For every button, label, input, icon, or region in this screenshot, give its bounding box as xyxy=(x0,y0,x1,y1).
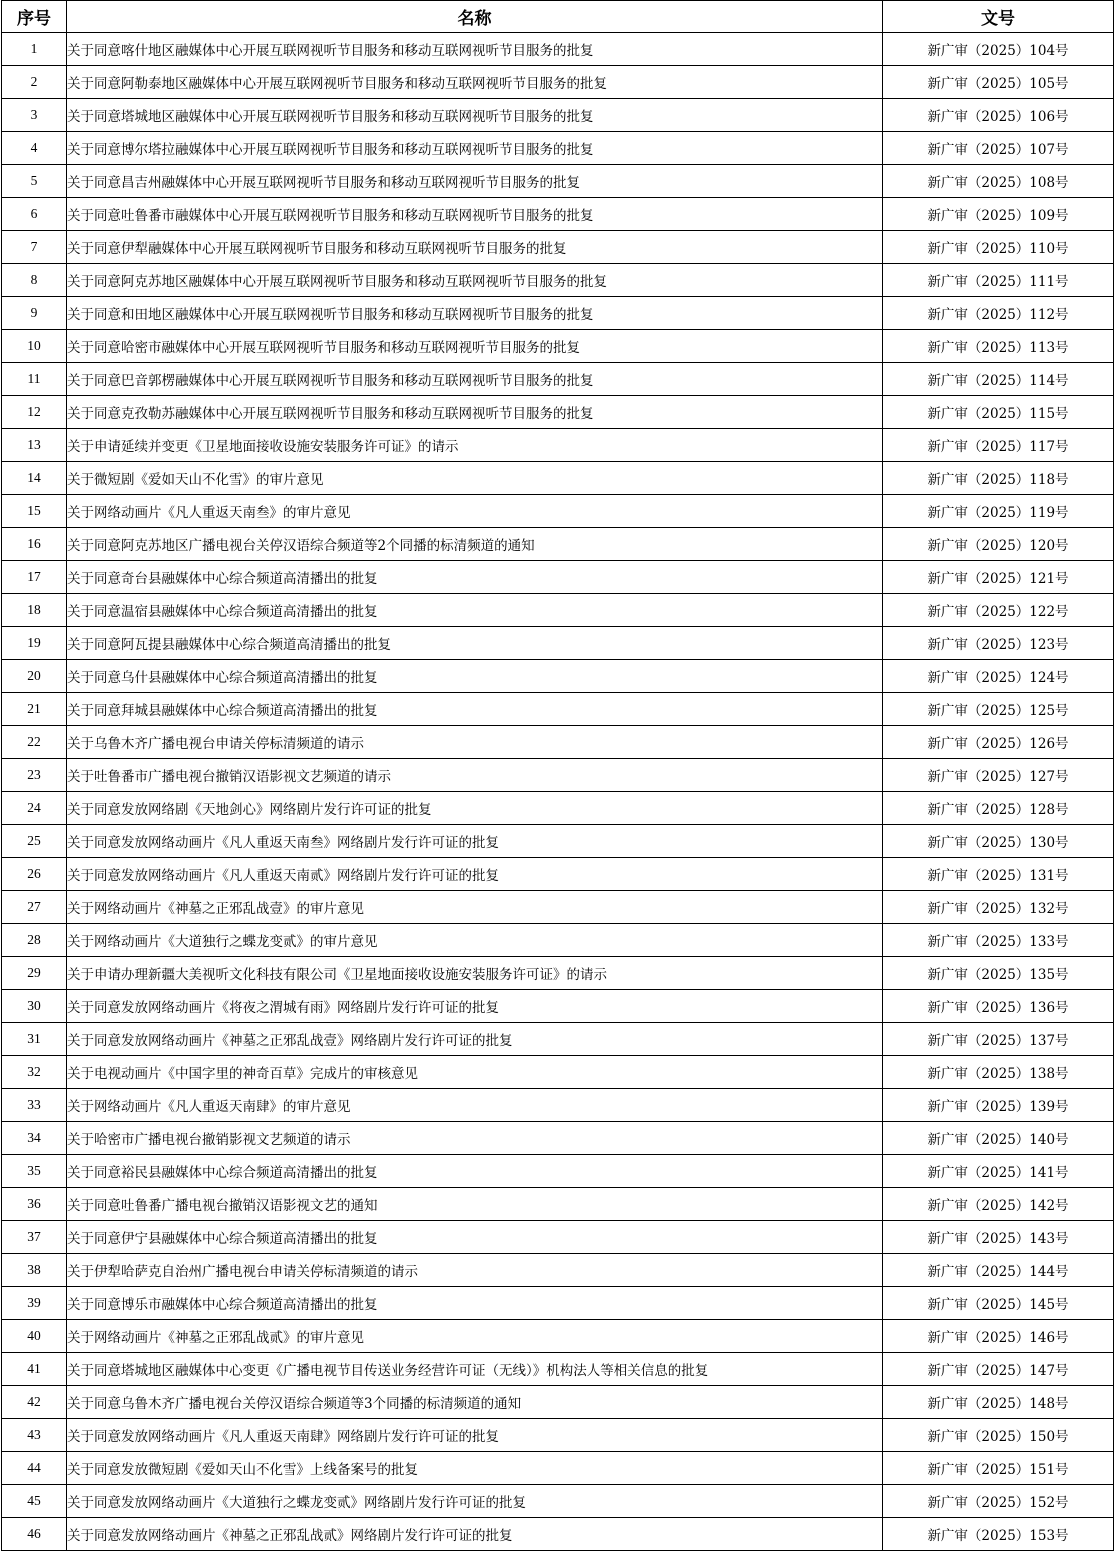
row-name: 关于同意哈密市融媒体中心开展互联网视听节目服务和移动互联网视听节目服务的批复 xyxy=(67,330,883,363)
row-doc-no: 新广审（2025）114号 xyxy=(883,363,1114,396)
row-name: 关于同意吐鲁番市融媒体中心开展互联网视听节目服务和移动互联网视听节目服务的批复 xyxy=(67,198,883,231)
header-seq: 序号 xyxy=(2,1,67,33)
row-seq: 7 xyxy=(2,231,67,264)
row-name: 关于网络动画片《神墓之正邪乱战壹》的审片意见 xyxy=(67,891,883,924)
row-doc-no: 新广审（2025）124号 xyxy=(883,660,1114,693)
table-row xyxy=(2,429,1114,462)
row-seq: 38 xyxy=(2,1254,67,1287)
table-header xyxy=(2,1,1114,33)
row-seq: 3 xyxy=(2,99,67,132)
row-name: 关于同意发放网络动画片《神墓之正邪乱战壹》网络剧片发行许可证的批复 xyxy=(67,1023,883,1056)
table-row xyxy=(2,1320,1114,1353)
row-name: 关于同意阿克苏地区广播电视台关停汉语综合频道等2个同播的标清频道的通知 xyxy=(67,528,883,561)
row-doc-no: 新广审（2025）141号 xyxy=(883,1155,1114,1188)
row-seq: 43 xyxy=(2,1419,67,1452)
row-seq: 45 xyxy=(2,1485,67,1518)
row-doc-no: 新广审（2025）122号 xyxy=(883,594,1114,627)
table-row xyxy=(2,792,1114,825)
row-seq: 10 xyxy=(2,330,67,363)
row-seq: 2 xyxy=(2,66,67,99)
row-seq: 28 xyxy=(2,924,67,957)
row-doc-no: 新广审（2025）131号 xyxy=(883,858,1114,891)
row-doc-no: 新广审（2025）113号 xyxy=(883,330,1114,363)
row-name: 关于伊犁哈萨克自治州广播电视台申请关停标清频道的请示 xyxy=(67,1254,883,1287)
row-name: 关于同意博尔塔拉融媒体中心开展互联网视听节目服务和移动互联网视听节目服务的批复 xyxy=(67,132,883,165)
row-seq: 20 xyxy=(2,660,67,693)
row-name: 关于吐鲁番市广播电视台撤销汉语影视文艺频道的请示 xyxy=(67,759,883,792)
table-row xyxy=(2,1221,1114,1254)
row-doc-no: 新广审（2025）125号 xyxy=(883,693,1114,726)
row-doc-no: 新广审（2025）144号 xyxy=(883,1254,1114,1287)
row-name: 关于网络动画片《凡人重返天南叁》的审片意见 xyxy=(67,495,883,528)
row-seq: 41 xyxy=(2,1353,67,1386)
table-row xyxy=(2,132,1114,165)
table-row xyxy=(2,660,1114,693)
row-seq: 21 xyxy=(2,693,67,726)
row-name: 关于同意发放网络动画片《凡人重返天南肆》网络剧片发行许可证的批复 xyxy=(67,1419,883,1452)
row-doc-no: 新广审（2025）121号 xyxy=(883,561,1114,594)
row-seq: 44 xyxy=(2,1452,67,1485)
row-seq: 34 xyxy=(2,1122,67,1155)
row-seq: 23 xyxy=(2,759,67,792)
row-doc-no: 新广审（2025）153号 xyxy=(883,1518,1114,1551)
row-name: 关于同意阿瓦提县融媒体中心综合频道高清播出的批复 xyxy=(67,627,883,660)
table-row xyxy=(2,66,1114,99)
row-name: 关于同意乌鲁木齐广播电视台关停汉语综合频道等3个同播的标清频道的通知 xyxy=(67,1386,883,1419)
table-body xyxy=(2,33,1114,1551)
row-name: 关于同意博乐市融媒体中心综合频道高清播出的批复 xyxy=(67,1287,883,1320)
row-name: 关于同意伊犁融媒体中心开展互联网视听节目服务和移动互联网视听节目服务的批复 xyxy=(67,231,883,264)
row-doc-no: 新广审（2025）130号 xyxy=(883,825,1114,858)
row-seq: 16 xyxy=(2,528,67,561)
row-name: 关于同意发放网络动画片《大道独行之蝶龙变贰》网络剧片发行许可证的批复 xyxy=(67,1485,883,1518)
row-name: 关于同意和田地区融媒体中心开展互联网视听节目服务和移动互联网视听节目服务的批复 xyxy=(67,297,883,330)
row-seq: 25 xyxy=(2,825,67,858)
row-doc-no: 新广审（2025）140号 xyxy=(883,1122,1114,1155)
row-doc-no: 新广审（2025）145号 xyxy=(883,1287,1114,1320)
row-doc-no: 新广审（2025）123号 xyxy=(883,627,1114,660)
table-row xyxy=(2,1122,1114,1155)
row-seq: 37 xyxy=(2,1221,67,1254)
table-row xyxy=(2,1155,1114,1188)
row-doc-no: 新广审（2025）104号 xyxy=(883,33,1114,66)
table-row xyxy=(2,396,1114,429)
row-doc-no: 新广审（2025）142号 xyxy=(883,1188,1114,1221)
row-seq: 12 xyxy=(2,396,67,429)
row-doc-no: 新广审（2025）132号 xyxy=(883,891,1114,924)
row-name: 关于同意昌吉州融媒体中心开展互联网视听节目服务和移动互联网视听节目服务的批复 xyxy=(67,165,883,198)
row-seq: 19 xyxy=(2,627,67,660)
row-name: 关于同意发放网络动画片《神墓之正邪乱战贰》网络剧片发行许可证的批复 xyxy=(67,1518,883,1551)
table-row xyxy=(2,759,1114,792)
table-row xyxy=(2,693,1114,726)
table-row xyxy=(2,924,1114,957)
row-seq: 5 xyxy=(2,165,67,198)
row-seq: 4 xyxy=(2,132,67,165)
row-seq: 1 xyxy=(2,33,67,66)
table-row xyxy=(2,1056,1114,1089)
row-name: 关于同意伊宁县融媒体中心综合频道高清播出的批复 xyxy=(67,1221,883,1254)
row-name: 关于网络动画片《神墓之正邪乱战贰》的审片意见 xyxy=(67,1320,883,1353)
row-seq: 13 xyxy=(2,429,67,462)
row-seq: 33 xyxy=(2,1089,67,1122)
row-seq: 6 xyxy=(2,198,67,231)
row-doc-no: 新广审（2025）126号 xyxy=(883,726,1114,759)
row-doc-no: 新广审（2025）118号 xyxy=(883,462,1114,495)
table-row xyxy=(2,594,1114,627)
row-name: 关于同意乌什县融媒体中心综合频道高清播出的批复 xyxy=(67,660,883,693)
row-doc-no: 新广审（2025）146号 xyxy=(883,1320,1114,1353)
row-name: 关于同意发放网络动画片《凡人重返天南叁》网络剧片发行许可证的批复 xyxy=(67,825,883,858)
row-name: 关于同意裕民县融媒体中心综合频道高清播出的批复 xyxy=(67,1155,883,1188)
table-row xyxy=(2,165,1114,198)
table-row xyxy=(2,1419,1114,1452)
row-name: 关于申请办理新疆大美视听文化科技有限公司《卫星地面接收设施安装服务许可证》的请示 xyxy=(67,957,883,990)
row-name: 关于网络动画片《凡人重返天南肆》的审片意见 xyxy=(67,1089,883,1122)
row-doc-no: 新广审（2025）138号 xyxy=(883,1056,1114,1089)
row-name: 关于同意塔城地区融媒体中心开展互联网视听节目服务和移动互联网视听节目服务的批复 xyxy=(67,99,883,132)
row-doc-no: 新广审（2025）139号 xyxy=(883,1089,1114,1122)
row-doc-no: 新广审（2025）151号 xyxy=(883,1452,1114,1485)
row-name: 关于同意克孜勒苏融媒体中心开展互联网视听节目服务和移动互联网视听节目服务的批复 xyxy=(67,396,883,429)
row-doc-no: 新广审（2025）136号 xyxy=(883,990,1114,1023)
table-row xyxy=(2,891,1114,924)
table-row xyxy=(2,957,1114,990)
document-table xyxy=(1,0,1114,1551)
row-doc-no: 新广审（2025）120号 xyxy=(883,528,1114,561)
row-name: 关于同意喀什地区融媒体中心开展互联网视听节目服务和移动互联网视听节目服务的批复 xyxy=(67,33,883,66)
row-name: 关于同意巴音郭楞融媒体中心开展互联网视听节目服务和移动互联网视听节目服务的批复 xyxy=(67,363,883,396)
row-name: 关于同意发放微短剧《爱如天山不化雪》上线备案号的批复 xyxy=(67,1452,883,1485)
row-doc-no: 新广审（2025）150号 xyxy=(883,1419,1114,1452)
row-seq: 27 xyxy=(2,891,67,924)
table-row xyxy=(2,363,1114,396)
row-name: 关于同意发放网络动画片《凡人重返天南贰》网络剧片发行许可证的批复 xyxy=(67,858,883,891)
row-name: 关于同意阿勒泰地区融媒体中心开展互联网视听节目服务和移动互联网视听节目服务的批复 xyxy=(67,66,883,99)
row-doc-no: 新广审（2025）128号 xyxy=(883,792,1114,825)
row-doc-no: 新广审（2025）143号 xyxy=(883,1221,1114,1254)
table-row xyxy=(2,297,1114,330)
row-seq: 18 xyxy=(2,594,67,627)
row-name: 关于同意塔城地区融媒体中心变更《广播电视节目传送业务经营许可证（无线）》机构法人等相关信息的批复 xyxy=(67,1353,883,1386)
row-seq: 14 xyxy=(2,462,67,495)
row-doc-no: 新广审（2025）111号 xyxy=(883,264,1114,297)
row-seq: 11 xyxy=(2,363,67,396)
row-seq: 26 xyxy=(2,858,67,891)
row-doc-no: 新广审（2025）105号 xyxy=(883,66,1114,99)
row-doc-no: 新广审（2025）109号 xyxy=(883,198,1114,231)
table-row xyxy=(2,1485,1114,1518)
row-seq: 42 xyxy=(2,1386,67,1419)
table-row xyxy=(2,561,1114,594)
row-seq: 31 xyxy=(2,1023,67,1056)
table-row xyxy=(2,264,1114,297)
table-row xyxy=(2,1287,1114,1320)
table-row xyxy=(2,1089,1114,1122)
row-doc-no: 新广审（2025）147号 xyxy=(883,1353,1114,1386)
row-seq: 15 xyxy=(2,495,67,528)
row-doc-no: 新广审（2025）106号 xyxy=(883,99,1114,132)
table-row xyxy=(2,1353,1114,1386)
row-seq: 40 xyxy=(2,1320,67,1353)
table-row xyxy=(2,1023,1114,1056)
table-row xyxy=(2,495,1114,528)
row-name: 关于网络动画片《大道独行之蝶龙变贰》的审片意见 xyxy=(67,924,883,957)
row-seq: 9 xyxy=(2,297,67,330)
row-name: 关于同意奇台县融媒体中心综合频道高清播出的批复 xyxy=(67,561,883,594)
table-row xyxy=(2,198,1114,231)
row-doc-no: 新广审（2025）115号 xyxy=(883,396,1114,429)
header-doc-no: 文号 xyxy=(883,1,1114,33)
row-doc-no: 新广审（2025）137号 xyxy=(883,1023,1114,1056)
row-doc-no: 新广审（2025）119号 xyxy=(883,495,1114,528)
table-row xyxy=(2,231,1114,264)
row-name: 关于同意阿克苏地区融媒体中心开展互联网视听节目服务和移动互联网视听节目服务的批复 xyxy=(67,264,883,297)
table-row xyxy=(2,858,1114,891)
table-row xyxy=(2,1452,1114,1485)
table-row xyxy=(2,1386,1114,1419)
table-row xyxy=(2,1518,1114,1551)
row-seq: 24 xyxy=(2,792,67,825)
row-name: 关于微短剧《爱如天山不化雪》的审片意见 xyxy=(67,462,883,495)
row-doc-no: 新广审（2025）133号 xyxy=(883,924,1114,957)
row-name: 关于同意温宿县融媒体中心综合频道高清播出的批复 xyxy=(67,594,883,627)
row-doc-no: 新广审（2025）110号 xyxy=(883,231,1114,264)
row-seq: 17 xyxy=(2,561,67,594)
row-doc-no: 新广审（2025）152号 xyxy=(883,1485,1114,1518)
row-name: 关于乌鲁木齐广播电视台申请关停标清频道的请示 xyxy=(67,726,883,759)
row-doc-no: 新广审（2025）148号 xyxy=(883,1386,1114,1419)
row-seq: 39 xyxy=(2,1287,67,1320)
row-seq: 46 xyxy=(2,1518,67,1551)
row-seq: 8 xyxy=(2,264,67,297)
row-doc-no: 新广审（2025）117号 xyxy=(883,429,1114,462)
row-doc-no: 新广审（2025）107号 xyxy=(883,132,1114,165)
row-name: 关于申请延续并变更《卫星地面接收设施安装服务许可证》的请示 xyxy=(67,429,883,462)
row-doc-no: 新广审（2025）135号 xyxy=(883,957,1114,990)
header-name: 名称 xyxy=(67,1,883,33)
table-row xyxy=(2,990,1114,1023)
row-name: 关于电视动画片《中国字里的神奇百草》完成片的审核意见 xyxy=(67,1056,883,1089)
table-row xyxy=(2,99,1114,132)
row-name: 关于同意发放网络剧《天地剑心》网络剧片发行许可证的批复 xyxy=(67,792,883,825)
row-seq: 36 xyxy=(2,1188,67,1221)
row-seq: 22 xyxy=(2,726,67,759)
row-doc-no: 新广审（2025）108号 xyxy=(883,165,1114,198)
row-doc-no: 新广审（2025）127号 xyxy=(883,759,1114,792)
table-row xyxy=(2,528,1114,561)
table-row xyxy=(2,825,1114,858)
row-name: 关于同意发放网络动画片《将夜之渭城有雨》网络剧片发行许可证的批复 xyxy=(67,990,883,1023)
table-row xyxy=(2,1254,1114,1287)
table-row xyxy=(2,627,1114,660)
table-row xyxy=(2,1188,1114,1221)
row-doc-no: 新广审（2025）112号 xyxy=(883,297,1114,330)
row-name: 关于同意吐鲁番广播电视台撤销汉语影视文艺的通知 xyxy=(67,1188,883,1221)
table-row xyxy=(2,33,1114,66)
row-name: 关于哈密市广播电视台撤销影视文艺频道的请示 xyxy=(67,1122,883,1155)
table-row xyxy=(2,726,1114,759)
row-seq: 32 xyxy=(2,1056,67,1089)
row-seq: 35 xyxy=(2,1155,67,1188)
row-seq: 29 xyxy=(2,957,67,990)
table-row xyxy=(2,462,1114,495)
row-seq: 30 xyxy=(2,990,67,1023)
row-name: 关于同意拜城县融媒体中心综合频道高清播出的批复 xyxy=(67,693,883,726)
header-row xyxy=(2,1,1114,33)
table-row xyxy=(2,330,1114,363)
